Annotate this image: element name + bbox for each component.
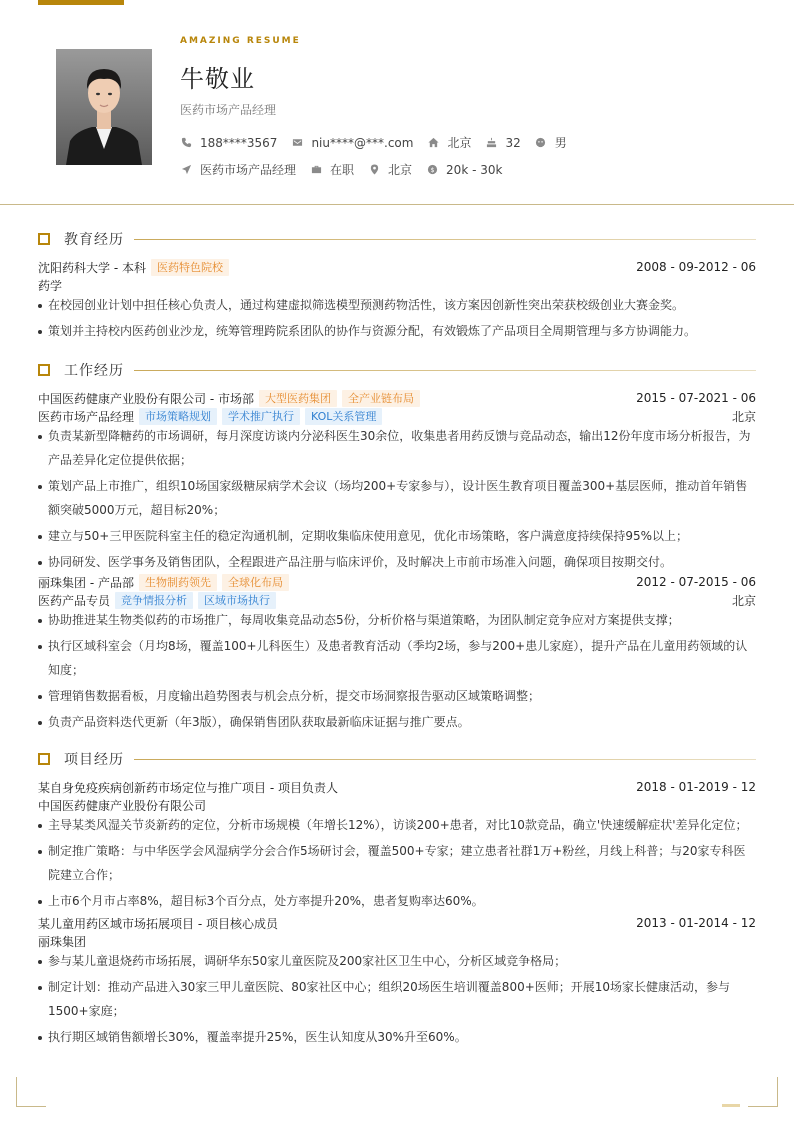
age-info: 32 — [485, 136, 520, 150]
gender-info: 男 — [535, 134, 567, 151]
school-tag: 医药特色院校 — [151, 259, 229, 276]
list-item: 协助推进某生物类似药的市场推广，每周收集竞品动态5份，分析价格与渠道策略，为团队制定竞争应对方案提供支撑； — [38, 608, 756, 632]
education-bullets — [38, 293, 756, 345]
gender-icon — [535, 137, 547, 149]
job-company-row — [38, 389, 756, 407]
list-item: 上市6个月市占率8%，超目标3个百分点，处方率提升20%，患者复购率达60%。 — [38, 889, 756, 913]
section-square-icon — [38, 233, 50, 245]
company-tag: 大型医药集团 — [259, 390, 337, 407]
mail-icon — [291, 137, 303, 149]
list-item: 主导某类风湿关节炎新药的定位，分析市场规模（年增长12%），访谈200+患者，对比10款竞品，确立'快速缓解症状'差异化定位； — [38, 813, 756, 837]
position-name: 医药产品专员 — [38, 593, 111, 608]
svg-text:$: $ — [430, 165, 435, 174]
target-city-info: 北京 — [368, 161, 412, 178]
location-icon — [368, 164, 380, 176]
list-item: 执行期区域销售额增长30%，覆盖率提升25%，医生认知度从30%升至60%。 — [38, 1025, 756, 1049]
list-item: 协同研发、医学事务及销售团队，全程跟进产品注册与临床评价，及时解决上市前市场准入问题，确保项目按期交付。 — [38, 550, 756, 574]
section-divider — [134, 759, 756, 760]
company-tag: 全球化布局 — [222, 574, 289, 591]
project-name: 某儿童用药区域市场拓展项目 - 项目核心成员 — [38, 916, 278, 931]
list-item: 负责产品资料迭代更新（年3版），确保销售团队获取最新临床证据与推广要点。 — [38, 710, 756, 734]
project-org: 丽珠集团 — [38, 934, 87, 949]
email-info: niu****@***.com — [291, 136, 413, 150]
list-item: 执行区域科室会（月均8场，覆盖100+儿科医生）及患者教育活动（季均2场，参与200+患儿家庭），提升产品在儿童用药领域的认知度； — [38, 634, 756, 682]
list-item: 制定计划：推动产品进入30家三甲儿童医院、80家社区中心；组织20场医生培训覆盖800+医师；开展10场家长健康活动，参与1500+家庭； — [38, 975, 756, 1023]
project-title-row — [38, 778, 756, 796]
corner-decoration — [748, 1077, 778, 1107]
position-name: 医药市场产品经理 — [38, 409, 135, 424]
home-icon — [427, 137, 439, 149]
profile-photo — [56, 49, 152, 165]
target-position-info: 医药市场产品经理 — [180, 161, 296, 178]
list-item: 策划产品上市推广，组织10场国家级糖尿病学术会议（场均200+专家参与），设计医生教育项目覆盖300+基层医师，推动首年销售额突破5000万元，超目标20%； — [38, 474, 756, 522]
education-major-row — [38, 276, 756, 294]
project-period: 2013 - 01-2014 - 12 — [636, 916, 756, 930]
education-section-heading: 教育经历 — [38, 231, 756, 247]
project-org-row — [38, 796, 756, 814]
skill-tag: 区域市场执行 — [198, 592, 276, 609]
list-item: 在校园创业计划中担任核心负责人，通过构建虚拟筛选模型预测药物活性，该方案因创新性突出荣获校级创业大赛金奖。 — [38, 293, 756, 317]
skill-tag: 学术推广执行 — [222, 408, 300, 425]
job-info-row — [180, 161, 516, 178]
company-tag: 生物制药领先 — [139, 574, 217, 591]
cake-icon — [485, 137, 497, 149]
project-org: 中国医药健康产业股份有限公司 — [38, 798, 207, 813]
candidate-name: 牛敬业 — [180, 65, 255, 93]
salary-icon — [426, 164, 438, 176]
section-square-icon — [38, 753, 50, 765]
corner-decoration — [16, 1077, 46, 1107]
project-bullets — [38, 813, 756, 915]
skill-tag: 市场策略规划 — [139, 408, 217, 425]
work-section-heading: 工作经历 — [38, 362, 756, 378]
employment-status-info: 在职 — [310, 161, 354, 178]
project-name: 某自身免疫疾病创新药市场定位与推广项目 - 项目负责人 — [38, 780, 338, 795]
job-position-row — [38, 591, 756, 609]
major: 药学 — [38, 278, 63, 293]
school-name: 沈阳药科大学 - 本科 — [38, 260, 146, 275]
candidate-title: 医药市场产品经理 — [180, 103, 277, 117]
send-icon — [180, 164, 192, 176]
contact-info-row — [180, 134, 581, 151]
project-period: 2018 - 01-2019 - 12 — [636, 780, 756, 794]
phone-icon — [180, 137, 192, 149]
list-item: 负责某新型降糖药的市场调研，每月深度访谈内分泌科医生30余位，收集患者用药反馈与竞品动态，输出12份年度市场分析报告，为产品差异化定位提供依据； — [38, 424, 756, 472]
project-org-row — [38, 932, 756, 950]
phone-info: 188****3567 — [180, 136, 277, 150]
salary-info: $ 20k - 30k — [426, 163, 502, 177]
job-location: 北京 — [731, 409, 756, 424]
projects-section-heading: 项目经历 — [38, 751, 756, 767]
education-period: 2008 - 09-2012 - 06 — [636, 260, 756, 274]
briefcase-icon — [310, 164, 322, 176]
section-square-icon — [38, 364, 50, 376]
list-item: 管理销售数据看板，月度输出趋势图表与机会点分析，提交市场洞察报告驱动区域策略调整； — [38, 684, 756, 708]
company-name: 中国医药健康产业股份有限公司 - 市场部 — [38, 391, 254, 406]
job-position-row — [38, 407, 756, 425]
list-item: 策划并主持校内医药创业沙龙，统筹管理跨院系团队的协作与资源分配，有效锻炼了产品项目全周期管理与多方协调能力。 — [38, 319, 756, 343]
job-period: 2012 - 07-2015 - 06 — [636, 575, 756, 589]
project-bullets — [38, 949, 756, 1051]
job-location: 北京 — [731, 593, 756, 608]
job-period: 2015 - 07-2021 - 06 — [636, 391, 756, 405]
section-divider — [134, 239, 756, 240]
education-school-row — [38, 258, 756, 276]
job-bullets — [38, 424, 756, 576]
section-divider — [134, 370, 756, 371]
list-item: 制定推广策略：与中华医学会风湿病学分会合作5场研讨会，覆盖500+专家；建立患者社群1万+粉丝，月线上科普；与20家专科医院建立合作； — [38, 839, 756, 887]
skill-tag: KOL关系管理 — [305, 408, 382, 425]
project-title-row — [38, 914, 756, 932]
footer-accent — [722, 1104, 740, 1107]
company-name: 丽珠集团 - 产品部 — [38, 575, 134, 590]
resume-header — [0, 0, 794, 205]
company-tag: 全产业链布局 — [342, 390, 420, 407]
city-info: 北京 — [427, 134, 471, 151]
brand-label: AMAZING RESUME — [180, 36, 301, 46]
list-item: 参与某儿童退烧药市场拓展，调研华东50家儿童医院及200家社区卫生中心，分析区域竞争格局； — [38, 949, 756, 973]
list-item: 建立与50+三甲医院科室主任的稳定沟通机制，定期收集临床使用意见，优化市场策略，客户满意度持续保持95%以上； — [38, 524, 756, 548]
job-bullets — [38, 608, 756, 736]
skill-tag: 竞争情报分析 — [115, 592, 193, 609]
job-company-row — [38, 573, 756, 591]
